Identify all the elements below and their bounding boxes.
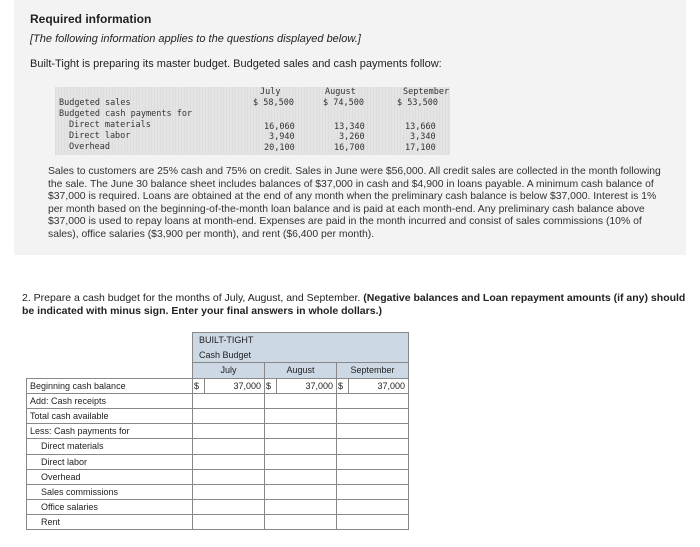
sales-august: $ 74,500 <box>323 98 364 108</box>
question-instructions: (Negative balances and Loan repayment amounts (if any) should be indicated with minus sign. Enter your final answers in whole dollars.) <box>22 292 686 317</box>
overhead-august: 16,700 <box>334 143 365 153</box>
question-main: 2. Prepare a cash budget for the months of July, August, and September. <box>22 292 361 304</box>
direct-labor-september: 3,340 <box>410 132 436 142</box>
direct-materials-label: Direct materials <box>69 120 151 130</box>
cash-receipts-august-input[interactable] <box>265 393 337 408</box>
sales-september: $ 53,500 <box>397 98 438 108</box>
table-row <box>27 469 409 484</box>
beginning-cash-august: 37,000 <box>277 378 337 393</box>
rent-july-input[interactable] <box>193 515 265 530</box>
direct-materials-september: 13,660 <box>405 122 436 132</box>
company-name: BUILT-TIGHT <box>193 333 409 348</box>
cash-receipts-september-input[interactable] <box>337 393 409 408</box>
currency-symbol: $ <box>193 378 205 393</box>
overhead-september-input[interactable] <box>337 469 409 484</box>
sales-commissions-august-input[interactable] <box>265 484 337 499</box>
row-label-direct-labor: Direct labor <box>27 454 193 469</box>
month-header-july: July <box>260 87 281 97</box>
direct-labor-august-input[interactable] <box>265 454 337 469</box>
direct-labor-september-input[interactable] <box>337 454 409 469</box>
direct-materials-august: 13,340 <box>334 122 365 132</box>
table-row <box>27 454 409 469</box>
direct-labor-july: 3,940 <box>269 132 295 142</box>
scenario-paragraph: Sales to customers are 25% cash and 75% on credit. Sales in June were $56,000. All credit sales are collected in the month following the sale. The June 30 balance sheet includes balances of $37,000 in cash and $4,900 in loans payable. A minimum cash balance of $37,000 is required. Loans are obtained at the end of any month when the preliminary cash balance is below $37,000. Interest is 1% per month based on the beginning-of-the-month loan balance and is paid at each month-end. Any preliminary cash balance above $37,000 is used to repay loans at month-end. Expenses are paid in the month incurred and consist of sales commissions (10% of sales), office salaries ($3,900 per month), and rent ($6,400 per month). <box>48 166 661 240</box>
direct-materials-september-input[interactable] <box>337 439 409 454</box>
overhead-july: 20,100 <box>264 143 295 153</box>
direct-labor-july-input[interactable] <box>193 454 265 469</box>
direct-materials-july: 16,060 <box>264 122 295 132</box>
sales-commissions-september-input[interactable] <box>337 484 409 499</box>
row-label-overhead: Overhead <box>27 469 193 484</box>
table-row <box>27 515 409 530</box>
direct-materials-july-input[interactable] <box>193 439 265 454</box>
office-salaries-august-input[interactable] <box>265 500 337 515</box>
cash-receipts-july-input[interactable] <box>193 393 265 408</box>
required-information-title: Required information <box>30 12 152 26</box>
direct-materials-august-input[interactable] <box>265 439 337 454</box>
sales-label: Budgeted sales <box>59 98 131 108</box>
office-salaries-july-input[interactable] <box>193 500 265 515</box>
overhead-label: Overhead <box>69 142 110 152</box>
row-label-beginning-cash: Beginning cash balance <box>27 378 193 393</box>
row-label-cash-payments: Less: Cash payments for <box>27 424 193 439</box>
direct-labor-august: 3,260 <box>339 132 365 142</box>
row-label-cash-receipts: Add: Cash receipts <box>27 393 193 408</box>
question-text <box>22 292 692 318</box>
cash-budget-table <box>26 332 409 530</box>
overhead-august-input[interactable] <box>265 469 337 484</box>
table-row <box>27 500 409 515</box>
col-header-september: September <box>337 363 409 378</box>
overhead-september: 17,100 <box>405 143 436 153</box>
table-row <box>27 484 409 499</box>
total-cash-september-input[interactable] <box>337 408 409 423</box>
col-header-august: August <box>265 363 337 378</box>
beginning-cash-september: 37,000 <box>349 378 409 393</box>
table-row <box>27 393 409 408</box>
row-label-total-cash: Total cash available <box>27 408 193 423</box>
cash-budget-title: Cash Budget <box>193 348 409 363</box>
currency-symbol: $ <box>265 378 277 393</box>
direct-labor-label: Direct labor <box>69 131 131 141</box>
sales-july: $ 58,500 <box>253 98 294 108</box>
table-row <box>27 408 409 423</box>
col-header-july: July <box>193 363 265 378</box>
total-cash-august-input[interactable] <box>265 408 337 423</box>
info-note: [The following information applies to the questions displayed below.] <box>30 33 361 45</box>
row-label-direct-materials: Direct materials <box>27 439 193 454</box>
payments-label: Budgeted cash payments for <box>59 109 193 119</box>
cash-payments-august-cell <box>265 424 337 439</box>
rent-august-input[interactable] <box>265 515 337 530</box>
currency-symbol: $ <box>337 378 349 393</box>
beginning-cash-july: 37,000 <box>205 378 265 393</box>
intro-text: Built-Tight is preparing its master budget. Budgeted sales and cash payments follow: <box>30 58 442 70</box>
cash-payments-september-cell <box>337 424 409 439</box>
overhead-july-input[interactable] <box>193 469 265 484</box>
month-header-september: September <box>403 87 450 97</box>
table-row <box>27 424 409 439</box>
sales-commissions-july-input[interactable] <box>193 484 265 499</box>
table-row <box>27 439 409 454</box>
row-label-sales-commissions: Sales commissions <box>27 484 193 499</box>
budget-data-box <box>55 87 450 155</box>
month-header-august: August <box>325 87 356 97</box>
row-label-office-salaries: Office salaries <box>27 500 193 515</box>
rent-september-input[interactable] <box>337 515 409 530</box>
row-label-rent: Rent <box>27 515 193 530</box>
office-salaries-september-input[interactable] <box>337 500 409 515</box>
cash-payments-july-cell <box>193 424 265 439</box>
table-row <box>27 378 409 393</box>
total-cash-july-input[interactable] <box>193 408 265 423</box>
